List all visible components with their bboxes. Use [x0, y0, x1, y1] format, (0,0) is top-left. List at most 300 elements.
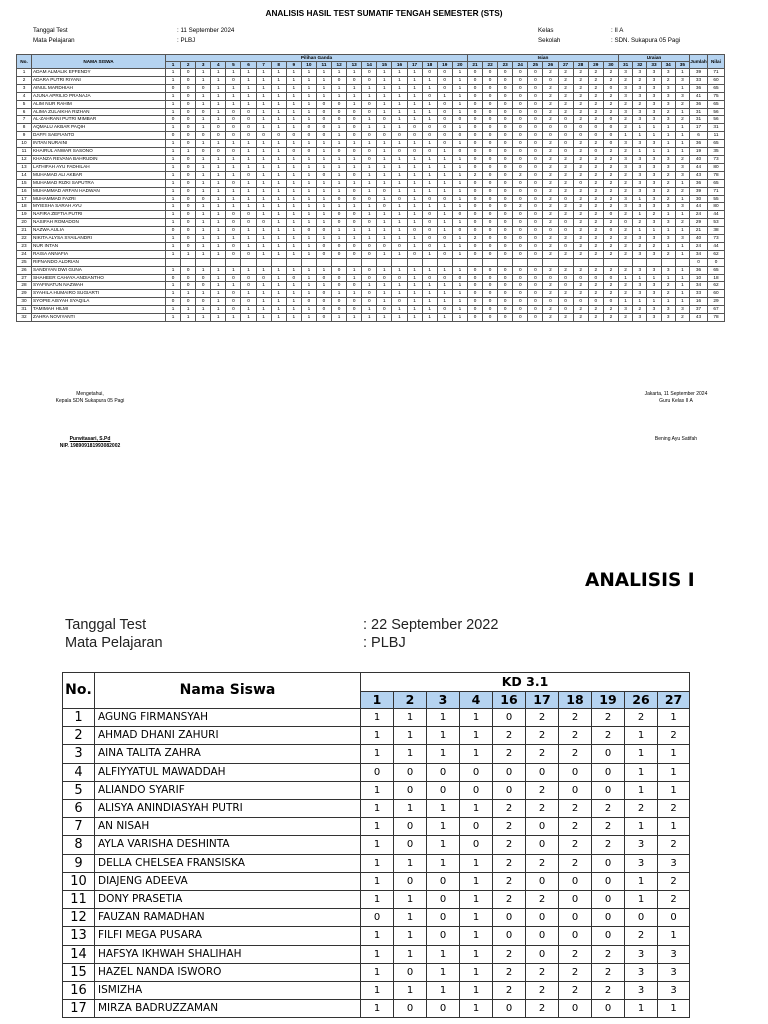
score-cell: 2 — [592, 945, 625, 963]
question-header: 26 — [543, 61, 558, 68]
student-name: NUR INTAN — [32, 242, 166, 250]
score-cell: 1 — [347, 290, 362, 298]
score-cell: 1 — [437, 227, 452, 235]
score-cell: 0 — [271, 132, 286, 140]
score-cell: 3 — [625, 945, 658, 963]
score-cell: 2 — [588, 179, 603, 187]
score-cell: 1 — [196, 306, 211, 314]
score-cell: 2 — [573, 306, 588, 314]
score-cell: 1 — [256, 195, 271, 203]
score-cell: 0 — [181, 108, 196, 116]
score-cell: 1 — [271, 171, 286, 179]
score-cell: 0 — [483, 187, 498, 195]
score-cell: 0 — [558, 148, 573, 156]
kd-question-header: 3 — [427, 692, 460, 709]
row-no: 12 — [63, 909, 95, 927]
score-cell: 2 — [526, 891, 559, 909]
score-cell: 0 — [347, 108, 362, 116]
table-row — [17, 266, 725, 274]
score-cell: 2 — [619, 211, 633, 219]
score-cell: 0 — [592, 854, 625, 872]
score-cell: 1 — [422, 282, 437, 290]
score-cell: 0 — [332, 250, 347, 258]
jumlah-cell: 29 — [690, 219, 708, 227]
score-cell: 1 — [286, 108, 301, 116]
nilai-cell: 65 — [708, 84, 725, 92]
score-cell: 0 — [483, 235, 498, 243]
score-cell: 0 — [437, 124, 452, 132]
sheet1-meta-right — [538, 26, 560, 46]
score-cell: 2 — [559, 854, 592, 872]
score-cell: 0 — [493, 781, 526, 799]
score-cell: 1 — [675, 282, 689, 290]
score-cell: 1 — [271, 84, 286, 92]
score-cell: 3 — [675, 76, 689, 84]
score-cell: 1 — [286, 211, 301, 219]
score-cell: 0 — [362, 250, 377, 258]
score-cell: 1 — [625, 745, 658, 763]
score-cell: 0 — [181, 242, 196, 250]
score-cell: 1 — [452, 235, 467, 243]
score-cell: 1 — [211, 203, 226, 211]
score-cell: 0 — [362, 108, 377, 116]
score-cell: 0 — [422, 242, 437, 250]
score-cell: 1 — [452, 242, 467, 250]
score-cell: 1 — [241, 290, 256, 298]
jumlah-cell: 24 — [690, 211, 708, 219]
question-header: 10 — [301, 61, 316, 68]
kd-question-header: 27 — [658, 692, 690, 709]
score-cell: 0 — [362, 274, 377, 282]
score-cell: 1 — [361, 854, 394, 872]
score-cell: 1 — [394, 891, 427, 909]
score-cell: 0 — [483, 163, 498, 171]
score-cell: 1 — [625, 891, 658, 909]
score-cell: 0 — [558, 132, 573, 140]
score-cell: 0 — [181, 92, 196, 100]
score-cell: 1 — [211, 266, 226, 274]
jumlah-cell: 36 — [690, 100, 708, 108]
row-no: 23 — [17, 242, 32, 250]
score-cell: 0 — [427, 872, 460, 890]
score-cell: 0 — [513, 124, 528, 132]
table-row — [63, 891, 690, 909]
score-cell: 3 — [647, 250, 661, 258]
score-cell: 1 — [241, 140, 256, 148]
sign-left-nip: NIP. 198909181993082002 — [59, 443, 121, 449]
score-cell: 2 — [573, 187, 588, 195]
score-cell: 0 — [603, 116, 618, 124]
score-cell: 1 — [286, 298, 301, 306]
kd-header-no: No. — [63, 673, 95, 709]
sheet2-mapel-value: : PLBJ — [363, 635, 406, 651]
score-cell: 0 — [603, 132, 618, 140]
table-row — [17, 124, 725, 132]
score-cell: 1 — [362, 124, 377, 132]
nilai-cell: 65 — [708, 179, 725, 187]
score-cell: 2 — [493, 982, 526, 1000]
score-cell: 0 — [528, 140, 543, 148]
score-cell: 1 — [394, 982, 427, 1000]
score-cell: 1 — [394, 709, 427, 727]
score-cell: 1 — [166, 108, 181, 116]
score-cell: 0 — [181, 211, 196, 219]
score-cell: 0 — [467, 132, 482, 140]
score-cell: 0 — [452, 132, 467, 140]
score-cell: 1 — [166, 266, 181, 274]
score-cell: 0 — [362, 219, 377, 227]
table-row — [17, 76, 725, 84]
score-cell: 1 — [256, 124, 271, 132]
sheet2-title: ANALISIS I — [585, 570, 695, 591]
score-cell: 0 — [483, 124, 498, 132]
score-cell: 1 — [407, 211, 422, 219]
score-cell: 1 — [211, 290, 226, 298]
score-cell: 2 — [588, 92, 603, 100]
score-cell: 2 — [633, 76, 647, 84]
score-cell: 0 — [377, 203, 392, 211]
sheet2-tanggal-label: Tanggal Test — [65, 617, 147, 633]
score-cell: 0 — [588, 124, 603, 132]
score-cell: 1 — [437, 163, 452, 171]
score-cell: 2 — [619, 116, 633, 124]
jumlah-cell: 44 — [690, 203, 708, 211]
score-cell: 0 — [460, 836, 493, 854]
table-row — [17, 148, 725, 156]
score-cell: 1 — [625, 872, 658, 890]
score-cell: 0 — [316, 227, 331, 235]
score-cell: 0 — [241, 298, 256, 306]
score-cell: 1 — [427, 727, 460, 745]
score-cell: 0 — [603, 211, 618, 219]
kd-header-kd: KD 3.1 — [361, 673, 690, 692]
score-cell: 1 — [452, 298, 467, 306]
score-cell: 2 — [619, 227, 633, 235]
score-cell: 2 — [573, 84, 588, 92]
table-row — [17, 211, 725, 219]
score-cell: 0 — [513, 235, 528, 243]
score-cell: 2 — [573, 148, 588, 156]
score-cell: 2 — [543, 306, 558, 314]
score-cell: 1 — [422, 100, 437, 108]
score-cell: 2 — [588, 306, 603, 314]
row-no: 30 — [17, 298, 32, 306]
score-cell: 2 — [588, 235, 603, 243]
score-cell: 0 — [427, 763, 460, 781]
table-row — [17, 108, 725, 116]
score-cell: 1 — [166, 187, 181, 195]
score-cell: 1 — [647, 132, 661, 140]
score-cell: 1 — [422, 298, 437, 306]
score-cell: 0 — [166, 84, 181, 92]
nilai-cell: 80 — [708, 163, 725, 171]
score-cell: 0 — [256, 274, 271, 282]
score-cell: 1 — [316, 148, 331, 156]
score-cell: 0 — [543, 124, 558, 132]
score-cell: 1 — [647, 274, 661, 282]
score-cell: 2 — [619, 187, 633, 195]
score-cell: 0 — [377, 132, 392, 140]
score-cell: 1 — [362, 314, 377, 322]
score-cell: 3 — [633, 155, 647, 163]
score-cell: 1 — [316, 266, 331, 274]
score-cell: 1 — [675, 250, 689, 258]
score-cell: 2 — [526, 800, 559, 818]
score-cell: 1 — [422, 171, 437, 179]
score-cell: 3 — [647, 203, 661, 211]
score-cell: 1 — [211, 282, 226, 290]
score-cell: 1 — [347, 140, 362, 148]
score-cell: 0 — [513, 242, 528, 250]
score-cell: 3 — [647, 290, 661, 298]
question-header: 17 — [407, 61, 422, 68]
score-cell: 1 — [452, 140, 467, 148]
question-header: 20 — [452, 61, 467, 68]
score-cell: 0 — [332, 274, 347, 282]
score-cell: 0 — [513, 148, 528, 156]
score-cell: 0 — [407, 227, 422, 235]
score-cell: 2 — [493, 945, 526, 963]
score-cell: 1 — [422, 76, 437, 84]
score-cell: 0 — [211, 132, 226, 140]
score-cell: 0 — [483, 211, 498, 219]
score-cell: 1 — [256, 282, 271, 290]
score-cell: 1 — [422, 84, 437, 92]
score-cell: 0 — [573, 124, 588, 132]
score-cell: 2 — [661, 187, 675, 195]
score-cell: 0 — [528, 187, 543, 195]
score-cell: 0 — [316, 100, 331, 108]
score-cell: 0 — [498, 163, 513, 171]
score-cell: 1 — [226, 69, 241, 77]
score-cell: 1 — [392, 211, 407, 219]
student-name: KHAIRUL ANWAR SASONO — [32, 148, 166, 156]
score-cell: 2 — [675, 314, 689, 322]
score-cell: 2 — [592, 818, 625, 836]
score-cell: 0 — [347, 116, 362, 124]
score-cell: 2 — [603, 148, 618, 156]
score-cell: 1 — [196, 92, 211, 100]
score-cell: 1 — [392, 250, 407, 258]
score-cell — [196, 258, 211, 266]
score-cell: 3 — [661, 235, 675, 243]
score-cell: 0 — [528, 171, 543, 179]
score-cell: 0 — [422, 148, 437, 156]
student-name: MUHAMAD RIZKI SAPUTRA — [32, 179, 166, 187]
question-header: 1 — [166, 61, 181, 68]
score-cell: 3 — [661, 266, 675, 274]
score-cell: 1 — [437, 155, 452, 163]
score-cell: 1 — [347, 69, 362, 77]
student-name: MUHAMMAD FAZRI — [32, 195, 166, 203]
row-no: 15 — [17, 179, 32, 187]
score-cell: 1 — [271, 116, 286, 124]
score-cell: 0 — [467, 306, 482, 314]
score-cell: 1 — [452, 187, 467, 195]
score-cell: 0 — [377, 306, 392, 314]
score-cell: 0 — [316, 124, 331, 132]
score-cell: 0 — [332, 116, 347, 124]
score-cell: 0 — [226, 211, 241, 219]
score-cell: 1 — [661, 140, 675, 148]
score-cell: 0 — [558, 282, 573, 290]
student-name: AGUNG FIRMANSYAH — [95, 709, 361, 727]
nilai-cell: 56 — [708, 108, 725, 116]
score-cell: 1 — [271, 227, 286, 235]
score-cell: 0 — [301, 124, 316, 132]
score-cell: 1 — [256, 163, 271, 171]
score-cell: 1 — [211, 155, 226, 163]
score-cell: 0 — [528, 179, 543, 187]
score-cell: 0 — [498, 92, 513, 100]
score-cell: 1 — [427, 854, 460, 872]
score-cell: 1 — [422, 108, 437, 116]
score-cell: 2 — [543, 179, 558, 187]
score-cell: 2 — [543, 187, 558, 195]
score-cell: 1 — [196, 203, 211, 211]
table-row — [63, 818, 690, 836]
score-cell: 2 — [493, 836, 526, 854]
row-no: 3 — [63, 745, 95, 763]
score-cell: 0 — [422, 219, 437, 227]
score-cell: 0 — [437, 195, 452, 203]
nilai-cell: 62 — [708, 250, 725, 258]
score-cell: 1 — [452, 290, 467, 298]
sign-left-name-block — [40, 436, 140, 450]
score-cell: 0 — [573, 132, 588, 140]
score-cell: 1 — [211, 219, 226, 227]
score-cell: 1 — [675, 227, 689, 235]
score-cell: 0 — [498, 242, 513, 250]
score-cell: 1 — [362, 92, 377, 100]
question-header: 31 — [619, 61, 633, 68]
score-cell: 1 — [316, 163, 331, 171]
score-cell: 2 — [675, 155, 689, 163]
score-cell: 0 — [498, 314, 513, 322]
score-cell: 2 — [543, 282, 558, 290]
score-cell: 1 — [675, 298, 689, 306]
score-cell: 1 — [286, 235, 301, 243]
score-cell: 0 — [452, 274, 467, 282]
score-cell: 1 — [286, 290, 301, 298]
score-cell: 0 — [427, 927, 460, 945]
score-cell: 1 — [332, 314, 347, 322]
score-cell: 1 — [211, 100, 226, 108]
score-cell: 1 — [286, 171, 301, 179]
score-cell: 0 — [513, 76, 528, 84]
score-cell: 1 — [316, 84, 331, 92]
score-cell: 0 — [394, 1000, 427, 1018]
row-no: 22 — [17, 235, 32, 243]
score-cell — [166, 258, 181, 266]
table-row — [17, 92, 725, 100]
score-cell: 1 — [361, 872, 394, 890]
score-cell: 0 — [513, 108, 528, 116]
score-cell: 1 — [301, 282, 316, 290]
meta-mapel-value: : PLBJ — [177, 37, 196, 44]
score-cell: 1 — [362, 306, 377, 314]
score-cell: 1 — [437, 148, 452, 156]
score-cell: 0 — [362, 266, 377, 274]
score-cell: 1 — [460, 891, 493, 909]
score-cell: 0 — [181, 132, 196, 140]
score-cell: 2 — [603, 195, 618, 203]
jumlah-cell: 40 — [690, 155, 708, 163]
score-cell: 1 — [377, 179, 392, 187]
score-cell: 1 — [452, 282, 467, 290]
score-cell: 3 — [625, 854, 658, 872]
score-cell: 0 — [603, 227, 618, 235]
score-cell: 0 — [286, 148, 301, 156]
score-cell: 2 — [588, 171, 603, 179]
table-row — [17, 100, 725, 108]
score-cell: 1 — [286, 84, 301, 92]
table-row — [63, 872, 690, 890]
score-cell: 0 — [181, 187, 196, 195]
table-row — [17, 140, 725, 148]
score-cell: 0 — [467, 266, 482, 274]
score-cell: 0 — [483, 171, 498, 179]
score-cell: 1 — [377, 76, 392, 84]
score-cell: 0 — [347, 171, 362, 179]
score-cell: 2 — [588, 314, 603, 322]
score-cell: 1 — [460, 927, 493, 945]
score-cell: 0 — [361, 909, 394, 927]
nilai-cell: 71 — [708, 69, 725, 77]
score-cell: 1 — [256, 227, 271, 235]
score-cell: 1 — [661, 148, 675, 156]
score-cell: 3 — [633, 84, 647, 92]
score-cell: 1 — [392, 282, 407, 290]
table-row — [17, 274, 725, 282]
score-cell: 0 — [498, 108, 513, 116]
student-name: SYOPIE AISYAH SYAQILA — [32, 298, 166, 306]
score-cell: 2 — [543, 171, 558, 179]
score-cell: 1 — [633, 148, 647, 156]
score-cell: 0 — [392, 195, 407, 203]
score-cell: 0 — [347, 242, 362, 250]
score-cell: 1 — [256, 314, 271, 322]
score-cell: 2 — [493, 818, 526, 836]
score-cell: 0 — [559, 1000, 592, 1018]
score-cell: 1 — [166, 171, 181, 179]
score-cell: 0 — [592, 909, 625, 927]
student-name: ALISYA ANINDIASYAH PUTRI — [95, 800, 361, 818]
score-cell: 0 — [528, 235, 543, 243]
jumlah-cell: 6 — [690, 132, 708, 140]
score-cell: 0 — [332, 282, 347, 290]
score-cell: 2 — [526, 1000, 559, 1018]
score-cell: 2 — [493, 963, 526, 981]
score-cell: 2 — [543, 250, 558, 258]
score-cell: 3 — [647, 163, 661, 171]
score-cell: 1 — [166, 124, 181, 132]
table-row — [63, 781, 690, 799]
kd-question-header: 18 — [559, 692, 592, 709]
score-cell: 0 — [483, 242, 498, 250]
score-cell: 2 — [588, 211, 603, 219]
score-cell: 2 — [603, 242, 618, 250]
score-cell: 1 — [675, 108, 689, 116]
score-cell: 1 — [196, 140, 211, 148]
score-cell: 1 — [226, 163, 241, 171]
score-cell: 0 — [316, 250, 331, 258]
score-cell: 2 — [573, 211, 588, 219]
score-cell: 2 — [558, 235, 573, 243]
score-cell: 0 — [513, 274, 528, 282]
score-cell: 1 — [427, 963, 460, 981]
score-cell: 1 — [658, 818, 690, 836]
